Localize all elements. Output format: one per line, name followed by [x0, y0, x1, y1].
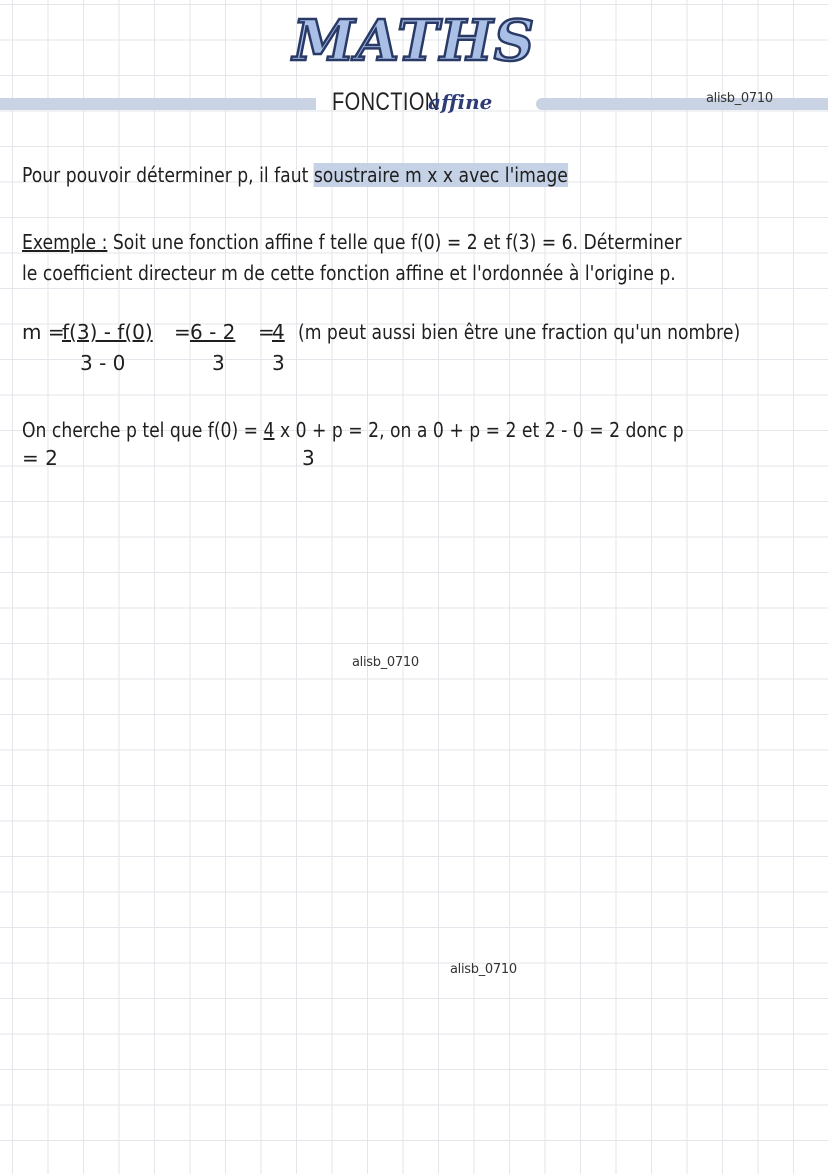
author-handle: alisb_0710 [706, 91, 773, 106]
search-line-2: = 2 [22, 446, 58, 470]
intro-highlight: soustraire m x x avec l'image [313, 163, 568, 187]
fraction-numerator-3: 4 [272, 320, 285, 344]
calc-note: (m peut aussi bien être une fraction qu'un nombre) [298, 320, 741, 344]
subtitle-accent: affine [428, 90, 493, 114]
page-title: MATHS [292, 8, 536, 74]
header-band-right [536, 98, 828, 110]
intro-text: Pour pouvoir déterminer p, il faut [22, 163, 314, 187]
header-band-left [0, 98, 316, 110]
equals-1: = [174, 320, 191, 344]
search-text-before: On cherche p tel que f(0) = [22, 418, 264, 442]
search-fraction-denominator: 3 [302, 446, 315, 470]
search-fraction-numerator: 4 [263, 418, 275, 442]
search-text-after: x 0 + p = 2, on a 0 + p = 2 et 2 - 0 = 2 donc p [274, 418, 684, 442]
fraction-denominator-2: 3 [212, 351, 225, 375]
search-line [22, 415, 684, 445]
fraction-numerator-2: 6 - 2 [190, 320, 236, 344]
example-text-1: Soit une fonction affine f telle que f(0) = 2 et f(3) = 6. Déterminer [107, 230, 682, 254]
intro-line [22, 160, 568, 190]
example-line-2: le coefficient directeur m de cette fonction affine et l'ordonnée à l'origine p. [22, 261, 676, 285]
equals-2: = [258, 320, 275, 344]
example-line-1 [22, 227, 682, 257]
fraction-denominator-3: 3 [272, 351, 285, 375]
watermark: alisb_0710 [352, 655, 419, 670]
subtitle: FONCTION [332, 88, 440, 116]
fraction-denominator-1: 3 - 0 [80, 351, 126, 375]
watermark: alisb_0710 [450, 962, 517, 977]
fraction-numerator-1: f(3) - f(0) [62, 320, 153, 344]
calc-m: m = [22, 320, 65, 344]
example-label: Exemple : [22, 230, 108, 254]
